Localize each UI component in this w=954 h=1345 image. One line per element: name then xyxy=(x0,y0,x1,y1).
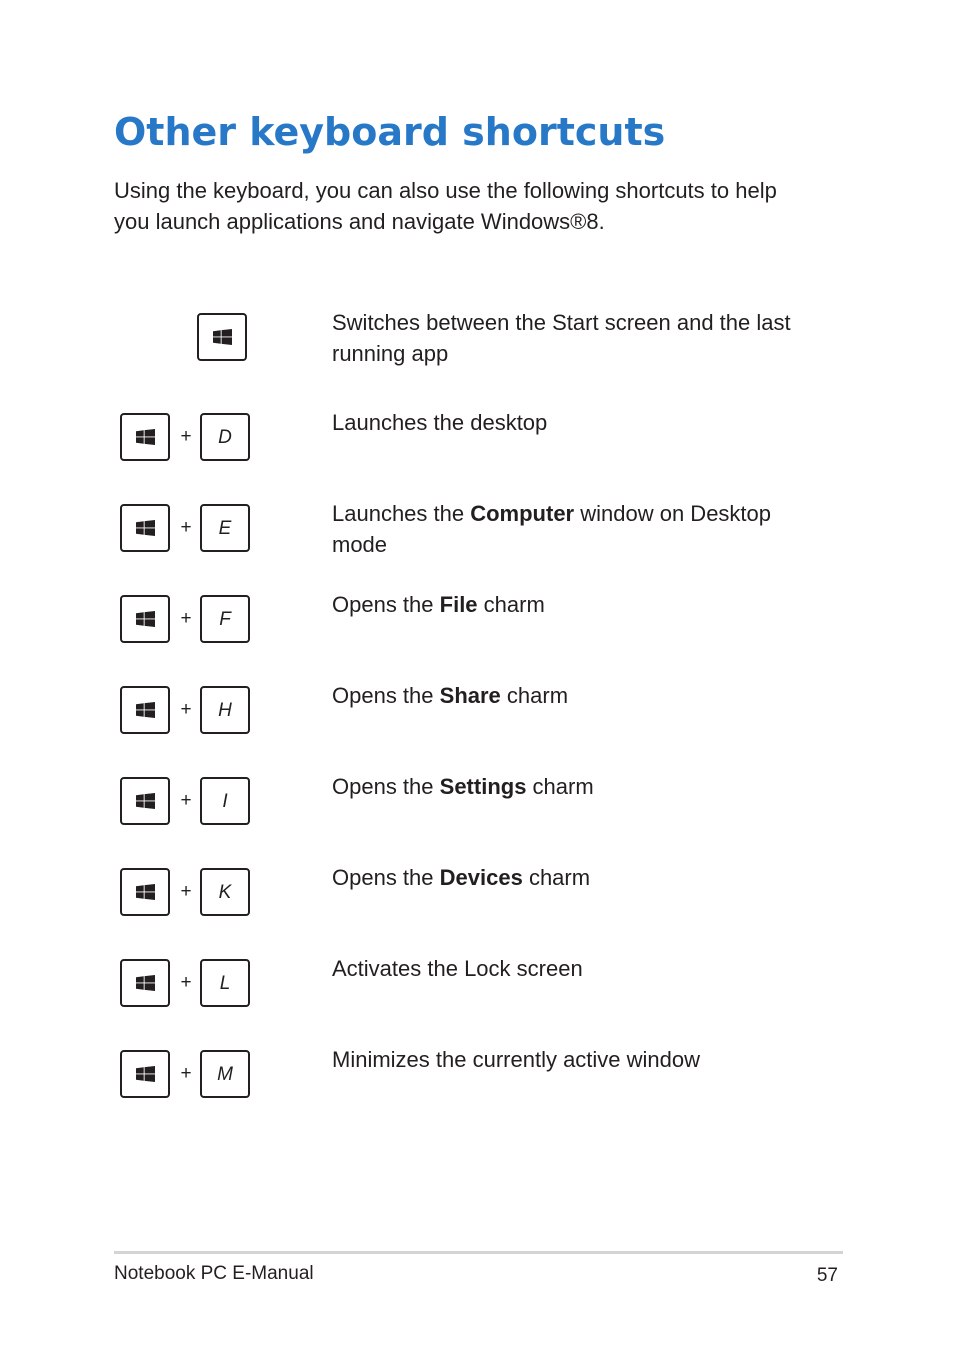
windows-key xyxy=(120,777,170,825)
key-combo xyxy=(120,413,260,465)
key-combo xyxy=(120,868,260,920)
windows-logo-icon xyxy=(213,329,232,345)
letter-key-d xyxy=(200,413,250,461)
key-combo xyxy=(120,504,260,556)
intro-paragraph xyxy=(114,175,854,237)
key-letter: H xyxy=(218,699,232,721)
shortcut-description xyxy=(332,680,812,711)
description-text: Opens the xyxy=(332,865,440,890)
description-line-1: Switches between the Start screen and the last xyxy=(332,310,791,335)
windows-key xyxy=(120,959,170,1007)
description-text: charm xyxy=(522,865,591,890)
description-line-2: running app xyxy=(332,341,449,366)
intro-line-1: Using the keyboard, you can also use the following shortcuts to help xyxy=(114,178,777,203)
description-text: charm xyxy=(477,592,545,617)
key-combo xyxy=(120,777,260,829)
plus-sign: + xyxy=(180,790,192,811)
description-text: window on Desktop xyxy=(574,501,772,526)
shortcut-description: Minimizes the currently active window xyxy=(332,1047,701,1072)
description-bold: Computer xyxy=(470,501,575,526)
shortcut-description: Activates the Lock screen xyxy=(332,956,583,981)
windows-logo-icon xyxy=(136,429,155,445)
shortcut-description xyxy=(332,771,812,802)
description-text: charm xyxy=(526,774,594,799)
letter-key-f xyxy=(200,595,250,643)
letter-key-m xyxy=(200,1050,250,1098)
key-combo xyxy=(120,595,260,647)
plus-sign: + xyxy=(180,517,192,538)
shortcut-description xyxy=(332,862,812,893)
key-letter: K xyxy=(218,881,232,903)
windows-logo-icon xyxy=(136,793,155,809)
key-letter: D xyxy=(218,426,232,448)
windows-logo-icon xyxy=(136,611,155,627)
key-letter: F xyxy=(219,608,231,630)
windows-key xyxy=(120,1050,170,1098)
footer-divider xyxy=(114,1251,843,1254)
intro-line-2: you launch applications and navigate Windows®8. xyxy=(114,209,605,234)
letter-key-i xyxy=(200,777,250,825)
letter-key-l xyxy=(200,959,250,1007)
key-letter: E xyxy=(218,517,232,539)
plus-sign: + xyxy=(180,699,192,720)
windows-logo-icon xyxy=(136,702,155,718)
description-text: charm xyxy=(500,683,569,708)
letter-key-h xyxy=(200,686,250,734)
key-letter: M xyxy=(217,1063,233,1085)
description-text: Launches the xyxy=(332,501,471,526)
windows-key xyxy=(197,313,247,361)
plus-sign: + xyxy=(180,1063,192,1084)
description-bold: Settings xyxy=(439,774,527,799)
windows-logo-icon xyxy=(136,975,155,991)
windows-logo-icon xyxy=(136,1066,155,1082)
description-bold: Share xyxy=(439,683,501,708)
footer-manual-name: Notebook PC E-Manual xyxy=(114,1263,314,1284)
shortcut-description: Launches the desktop xyxy=(332,410,548,435)
shortcut-description xyxy=(332,498,812,560)
key-combo xyxy=(120,959,260,1011)
windows-key xyxy=(120,413,170,461)
shortcut-description xyxy=(332,589,812,620)
plus-sign: + xyxy=(180,426,192,447)
windows-key xyxy=(120,868,170,916)
key-letter: L xyxy=(219,972,231,994)
description-line-2: mode xyxy=(332,532,388,557)
key-combo xyxy=(120,1050,260,1102)
key-combo xyxy=(120,686,260,738)
description-bold: File xyxy=(439,592,478,617)
windows-key xyxy=(120,595,170,643)
description-bold: Devices xyxy=(439,865,523,890)
plus-sign: + xyxy=(180,881,192,902)
description-text: Opens the xyxy=(332,774,440,799)
description-text: Opens the xyxy=(332,683,440,708)
letter-key-e xyxy=(200,504,250,552)
plus-sign: + xyxy=(180,972,192,993)
description-text: Opens the xyxy=(332,592,440,617)
key-letter: I xyxy=(222,790,228,812)
plus-sign: + xyxy=(180,608,192,629)
windows-logo-icon xyxy=(136,520,155,536)
key-combo xyxy=(120,313,260,365)
windows-key xyxy=(120,504,170,552)
shortcut-description xyxy=(332,307,812,369)
page-title: Other keyboard shortcuts xyxy=(114,110,666,154)
windows-key xyxy=(120,686,170,734)
footer-page-number: 57 xyxy=(816,1265,838,1286)
letter-key-k xyxy=(200,868,250,916)
windows-logo-icon xyxy=(136,884,155,900)
